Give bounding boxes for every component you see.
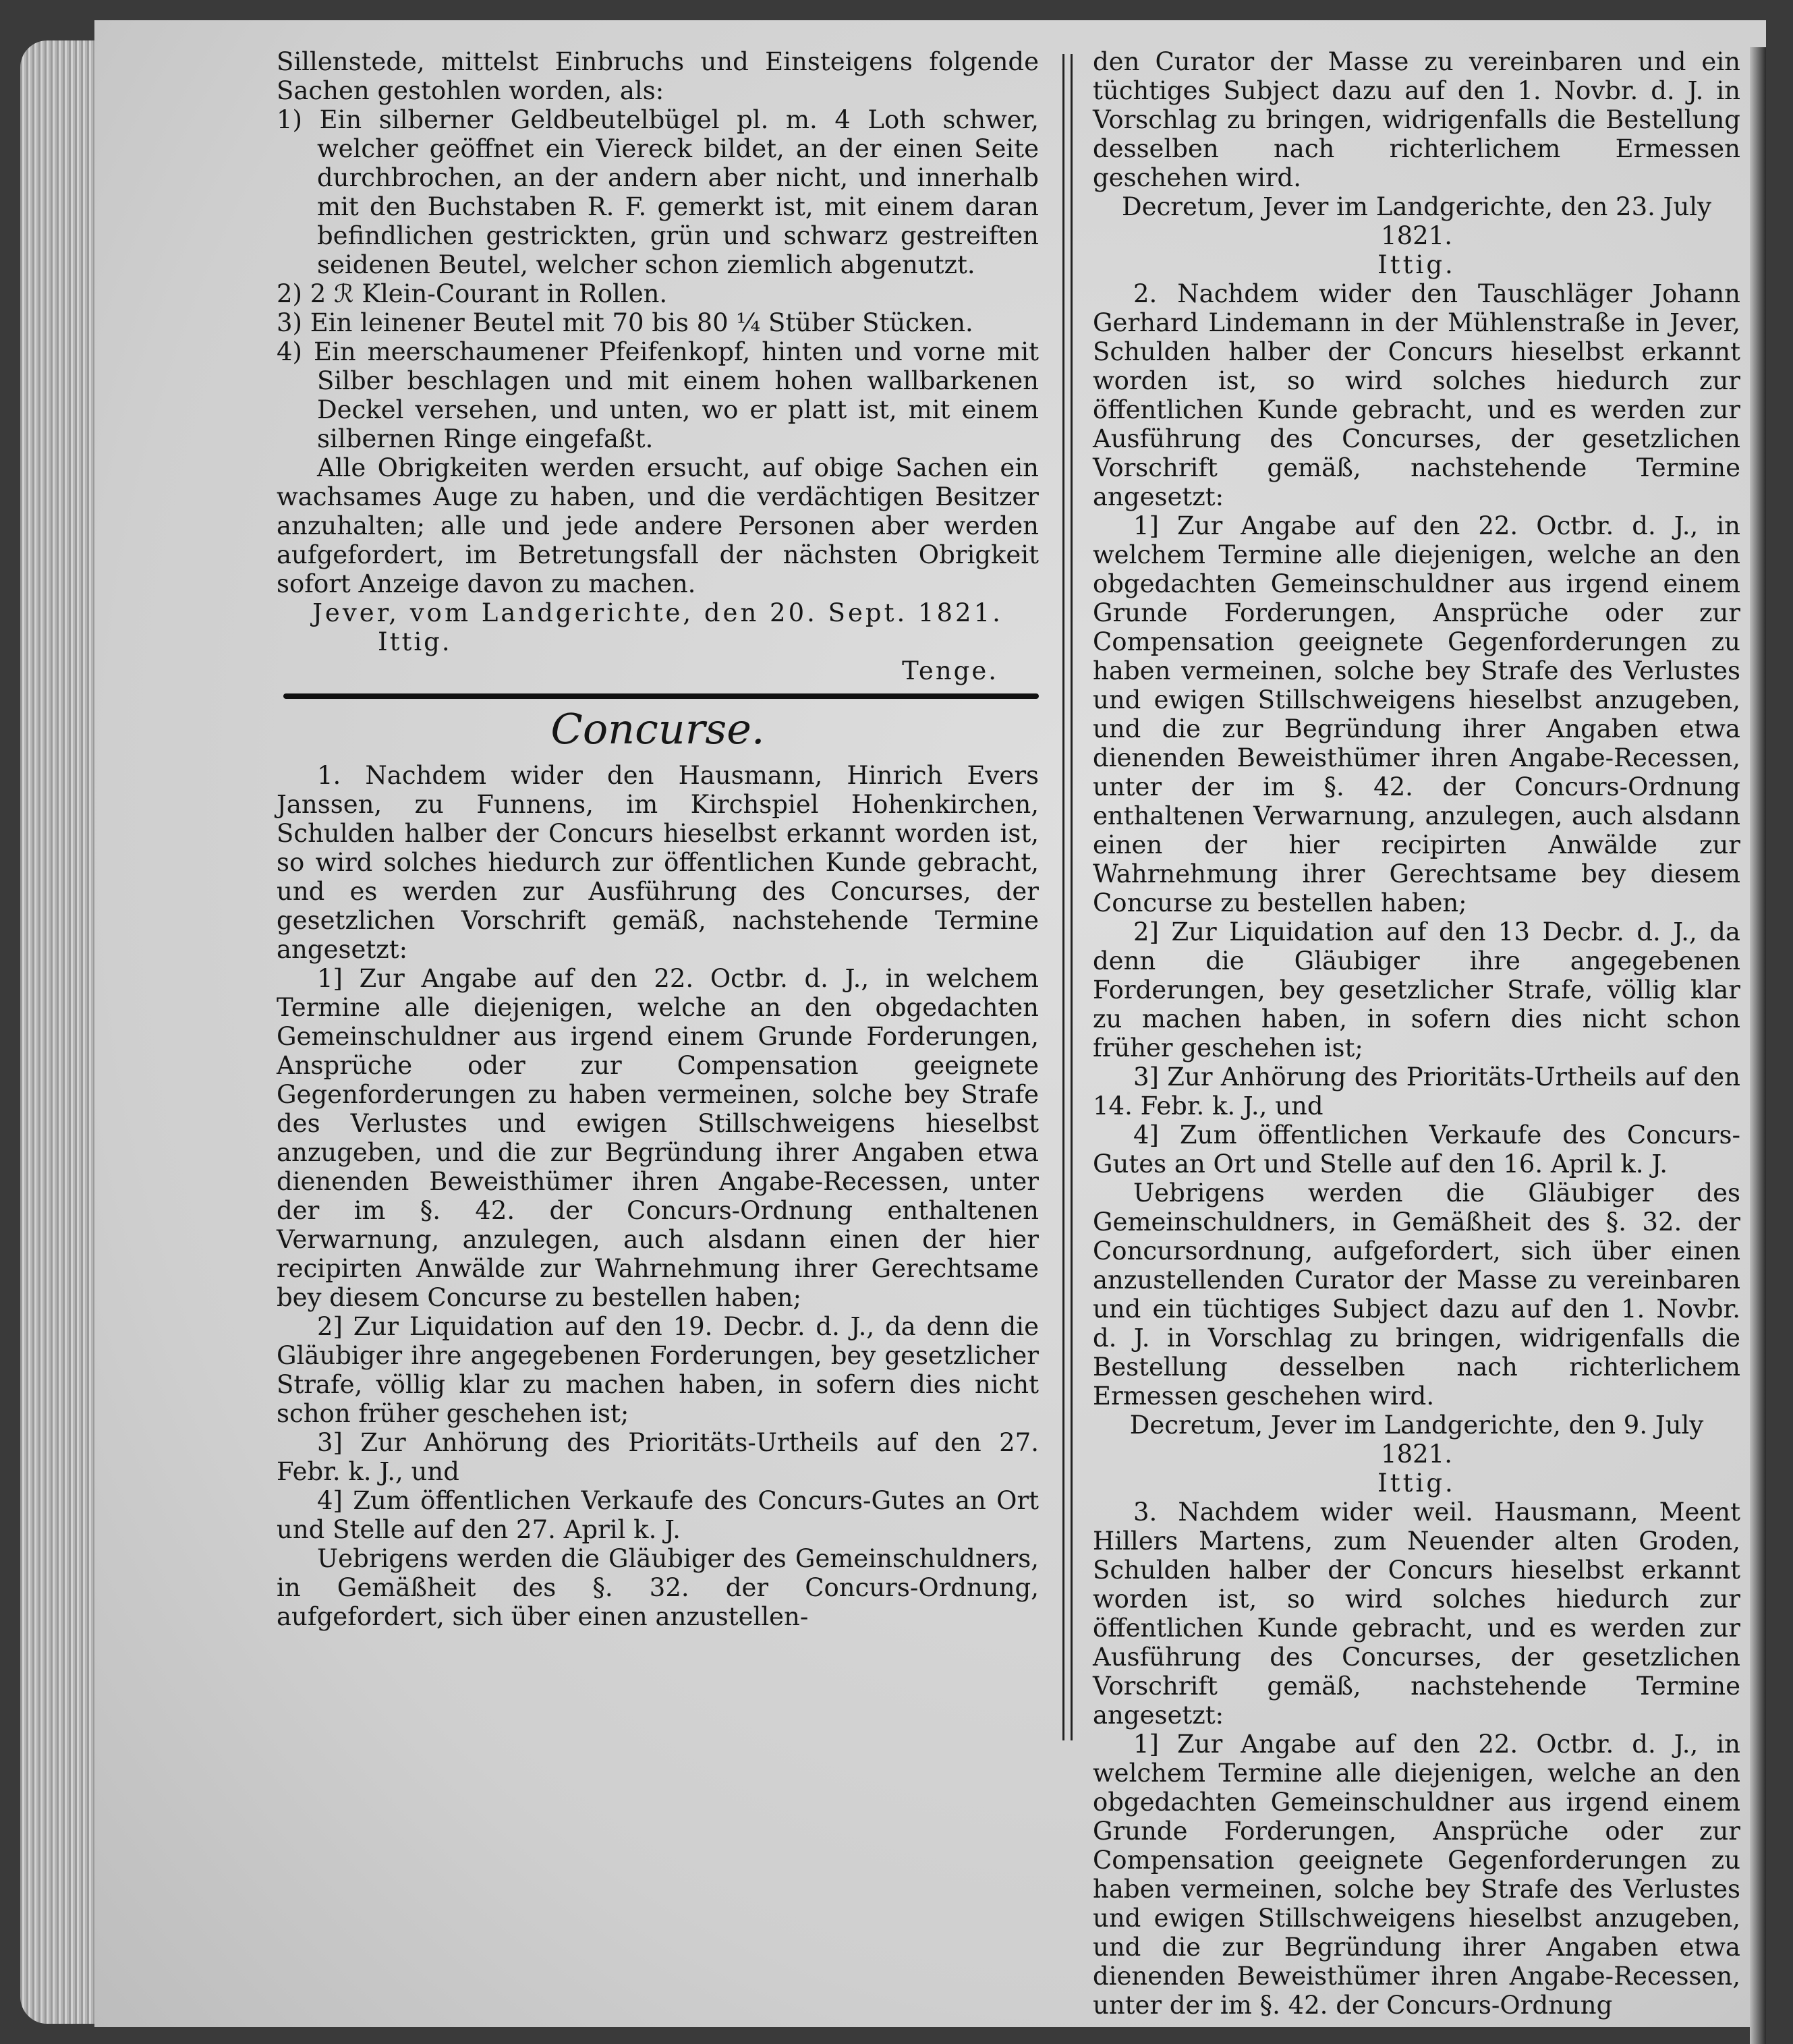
stolen-item-3: 3) Ein leinener Beutel mit 70 bis 80 ¼ Stüber Stücken.	[277, 308, 973, 337]
concurs-1-term-1: 1] Zur Angabe auf den 22. Octbr. d. J., in welchem Termine alle diejenigen, welche an den obgedachten Gemeinschuldner aus irgend einem Grunde Forderungen, Ansprüche oder zur Compensation geeignete Gegenforderungen zu haben vermeinen, solche bey Strafe des Verlustes und ewigen Stillschweigens hieselbst anzugeben, und die zur Begründung ihrer Angaben etwa dienenden Beweisthümer ihren Angabe-Recessen, unter der im §. 42. der Concurs-Ordnung enthaltenen Verwarnung, anzulegen, auch alsdann einen der hier recipirten Anwälde zur Wahrnehmung ihrer Gerechtsame bey diesem Concurse zu bestellen haben;	[277, 964, 1039, 1312]
section-heading: Concurse.	[550, 704, 765, 754]
right-column	[1093, 47, 1740, 2020]
signature-tenge: Tenge.	[902, 656, 998, 685]
concurs-1-term-4: 4] Zum öffentlichen Verkaufe des Concurs-Gutes an Ort und Stelle auf den 27. April k. J.	[277, 1486, 1039, 1544]
binding-shadow	[1750, 47, 1766, 2044]
left-column	[277, 47, 1039, 1631]
stolen-item-2: 2) 2 ℛ Klein-Courant in Rollen.	[277, 279, 668, 308]
stolen-item-4: 4) Ein meerschaumener Pfeifenkopf, hinten und vorne mit Silber beschlagen und mit einem hohen wallbarkenen Deckel versehen, und unten, wo er platt ist, mit einem silbernen Ringe eingefaßt.	[277, 337, 1039, 453]
theft-notice-intro: Sillenstede, mittelst Einbruchs und Einsteigens folgende Sachen gestohlen worden, als:	[277, 47, 1039, 105]
book-page-edges	[20, 40, 101, 2024]
concurs-3-intro: 3. Nachdem wider weil. Hausmann, Meent Hillers Martens, zum Neuender alten Groden, Schulden halber der Concurs hieselbst erkannt worden ist, so wird solches hiedurch zur öffentlichen Kunde gebracht, und es werden zur Ausführung des Concurses, der gesetzlichen Vorschrift gemäß, nachstehende Termine angesetzt:	[1093, 1498, 1740, 1730]
column-divider	[1062, 54, 1073, 1740]
signature-line	[277, 627, 1039, 656]
concurs-2-intro: 2. Nachdem wider den Tauschläger Johann Gerhard Lindemann in der Mühlenstraße in Jever, Schulden halber der Concurs hieselbst erkannt worden ist, so wird solches hiedurch zur öffentlichen Kunde gebracht, und es werden zur Ausführung des Concurses, der gesetzlichen Vorschrift gemäß, nachstehende Termine angesetzt:	[1093, 279, 1740, 511]
concurs-1-intro: 1. Nachdem wider den Hausmann, Hinrich Evers Janssen, zu Funnens, im Kirchspiel Hohenkirchen, Schulden halber der Concurs hieselbst erkannt worden ist, so wird solches hiedurch zur öffentlichen Kunde gebracht, und es werden zur Ausführung des Concurses, der gesetzlichen Vorschrift gemäß, nachstehende Termine angesetzt:	[277, 761, 1039, 964]
decretum-2: Decretum, Jever im Landgerichte, den 9. July 1821.	[1129, 1411, 1704, 1469]
concurs-2-term-2: 2] Zur Liquidation auf den 13 Decbr. d. J., da denn die Gläubiger ihre angegebenen Forderungen, bey gesetzlicher Strafe, völlig klar zu machen haben, in sofern dies nicht schon früher geschehen ist;	[1093, 917, 1740, 1062]
concurs-2-term-3: 3] Zur Anhörung des Prioritäts-Urtheils auf den 14. Febr. k. J., und	[1093, 1062, 1740, 1120]
concurs-2-term-1: 1] Zur Angabe auf den 22. Octbr. d. J., in welchem Termine alle diejenigen, welche an den obgedachten Gemeinschuldner aus irgend einem Grunde Forderungen, Ansprüche oder zur Compensation geeignete Gegenforderungen zu haben vermeinen, solche bey Strafe des Verlustes und ewigen Stillschweigens hieselbst anzugeben, und die zur Begründung ihrer Angaben etwa dienenden Beweisthümer ihren Angabe-Recessen, unter der im §. 42. der Concurs-Ordnung enthaltenen Verwarnung, anzulegen, auch alsdann einen der hier recipirten Anwälde zur Wahrnehmung ihrer Gerechtsame bey diesem Concurse zu bestellen haben;	[1093, 511, 1740, 917]
stolen-item-1: 1) Ein silberner Geldbeutelbügel pl. m. 4 Loth schwer, welcher geöffnet ein Viereck bildet, an der einen Seite durchbrochen, an der andern aber nicht, und innerhalb mit den Buchstaben R. F. gemerkt ist, mit einem daran befindlichen gestrickten, grün und schwarz gestreiften seidenen Beutel, welcher schon ziemlich abgenutzt.	[277, 105, 1039, 279]
concurs-1-outro: Uebrigens werden die Gläubiger des Gemeinschuldners, in Gemäßheit des §. 32. der Concurs-Ordnung, aufgefordert, sich über einen anzustellen-	[277, 1544, 1039, 1631]
decretum-1: Decretum, Jever im Landgerichte, den 23. July 1821.	[1121, 192, 1712, 250]
signature-ittig-1: Ittig.	[1377, 250, 1456, 279]
signature-ittig: Ittig.	[378, 627, 452, 656]
section-rule	[283, 693, 1039, 699]
dateline: Jever, vom Landgerichte, den 20. Sept. 1821.	[312, 598, 1003, 627]
concurs-1-term-2: 2] Zur Liquidation auf den 19. Decbr. d. J., da denn die Gläubiger ihre angegebenen Forderungen, bey gesetzlicher Strafe, völlig klar zu machen haben, in sofern dies nicht schon früher geschehen ist;	[277, 1312, 1039, 1428]
concurs-1-term-3: 3] Zur Anhörung des Prioritäts-Urtheils auf den 27. Febr. k. J., und	[277, 1428, 1039, 1486]
signature-ittig-2: Ittig.	[1377, 1469, 1456, 1498]
continuation: den Curator der Masse zu vereinbaren und ein tüchtiges Subject dazu auf den 1. Novbr. d. J. in Vorschlag zu bringen, widrigenfalls die Bestellung desselben nach richterlichem Ermessen geschehen wird.	[1093, 47, 1740, 192]
appeal-paragraph: Alle Obrigkeiten werden ersucht, auf obige Sachen ein wachsames Auge zu haben, und die verdächtigen Besitzer anzuhalten; alle und jede andere Personen aber werden aufgefordert, im Betretungsfall der nächsten Obrigkeit sofort Anzeige davon zu machen.	[277, 453, 1039, 598]
concurs-3-term-1: 1] Zur Angabe auf den 22. Octbr. d. J., in welchem Termine alle diejenigen, welche an den obgedachten Gemeinschuldner aus irgend einem Grunde Forderungen, Ansprüche oder zur Compensation geeignete Gegenforderungen zu haben vermeinen, solche bey Strafe des Verlustes und ewigen Stillschweigens hieselbst anzugeben, und die zur Begründung ihrer Angaben etwa dienenden Beweisthümer ihren Angabe-Recessen, unter der im §. 42. der Concurs-Ordnung	[1093, 1730, 1740, 2020]
concurs-2-outro: Uebrigens werden die Gläubiger des Gemeinschuldners, in Gemäßheit des §. 32. der Concursordnung, aufgefordert, sich über einen anzustellenden Curator der Masse zu vereinbaren und ein tüchtiges Subject dazu auf den 1. Novbr. d. J. in Vorschlag zu bringen, widrigenfalls die Bestellung desselben nach richterlichem Ermessen geschehen wird.	[1093, 1179, 1740, 1411]
concurs-2-term-4: 4] Zum öffentlichen Verkaufe des Concurs-Gutes an Ort und Stelle auf den 16. April k. J.	[1093, 1120, 1740, 1179]
